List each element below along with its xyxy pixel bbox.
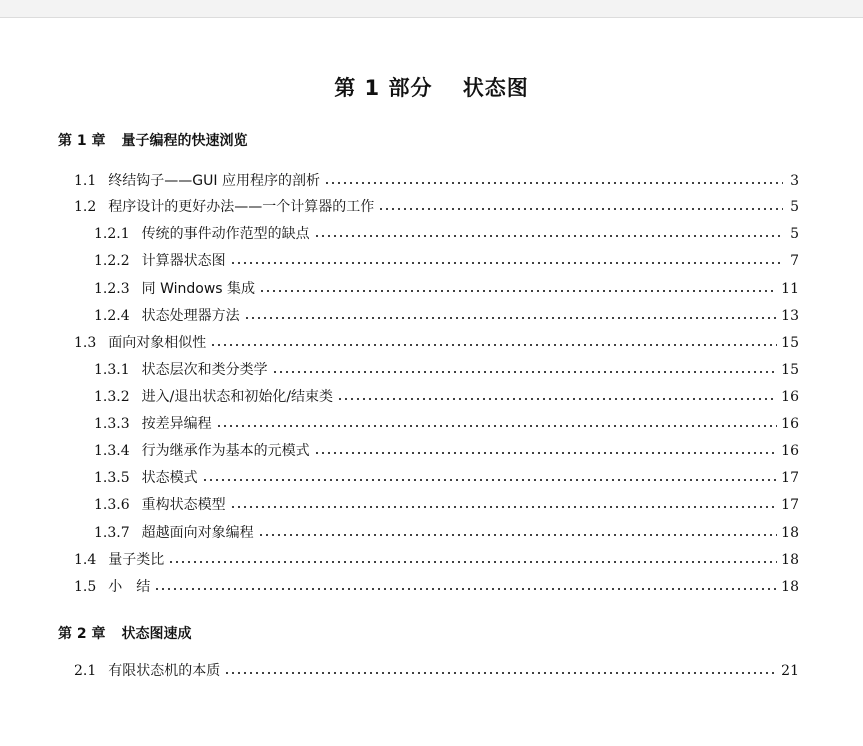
toc-entry[interactable]	[74, 661, 799, 681]
toc-title: 面向对象相似性	[108, 335, 207, 351]
toc-number: 1.4	[74, 552, 97, 568]
toc-entry[interactable]	[94, 251, 799, 271]
toc-number: 1.3.2	[94, 389, 130, 405]
toc-title: 超越面向对象编程	[141, 525, 254, 541]
toc-page: 21	[781, 663, 799, 679]
chapter-title: 状态图速成	[121, 626, 192, 642]
toc-number: 1.1	[74, 173, 97, 189]
toc-page: 5	[790, 226, 799, 242]
toc-title: 量子类比	[108, 552, 165, 568]
dot-leader	[216, 425, 778, 427]
toc-title: 行为继承作为基本的元模式	[141, 443, 310, 459]
toc-entry[interactable]	[74, 550, 799, 570]
toc-page: 18	[781, 552, 799, 568]
chapter-title: 量子编程的快速浏览	[121, 133, 248, 149]
dot-leader	[314, 235, 783, 237]
toc-number: 1.5	[74, 579, 97, 595]
toc-title: 按差异编程	[141, 416, 212, 432]
toc-number: 1.3.7	[94, 525, 130, 541]
toc-number: 1.2.4	[94, 308, 130, 324]
toc-page: 17	[781, 497, 799, 513]
toc-number: 1.3.4	[94, 443, 130, 459]
toc-title: 传统的事件动作范型的缺点	[141, 226, 310, 242]
toc-entry[interactable]	[94, 279, 799, 299]
toc-title: 小 结	[108, 579, 151, 595]
toc-number: 1.3.1	[94, 362, 130, 378]
dot-leader	[258, 534, 778, 536]
toc-entry[interactable]	[94, 387, 799, 407]
toc-page: 18	[781, 525, 799, 541]
toc-entry[interactable]	[94, 495, 799, 515]
chapter-number: 第 1 章	[58, 133, 106, 149]
toc-number: 1.2.3	[94, 281, 130, 297]
toc-number: 1.3.3	[94, 416, 130, 432]
viewer-top-bar	[0, 0, 863, 18]
toc-page: 3	[790, 173, 799, 189]
toc-number: 1.2	[74, 199, 97, 215]
toc-entry[interactable]	[74, 171, 799, 191]
toc-entry[interactable]	[94, 224, 799, 244]
toc-title: 进入/退出状态和初始化/结束类	[141, 389, 334, 405]
dot-leader	[224, 672, 777, 674]
dot-leader	[202, 479, 778, 481]
dot-leader	[314, 452, 778, 454]
toc-entry[interactable]	[74, 577, 799, 597]
toc-entry[interactable]	[94, 441, 799, 461]
toc-title: 重构状态模型	[141, 497, 226, 513]
chapter-heading	[58, 130, 248, 150]
toc-page: 16	[781, 443, 799, 459]
toc-entry[interactable]	[94, 306, 799, 326]
toc-entry[interactable]	[94, 360, 799, 380]
toc-entry[interactable]	[74, 333, 799, 353]
dot-leader	[154, 588, 777, 590]
toc-page: 15	[781, 362, 799, 378]
chapter-number: 第 2 章	[58, 626, 106, 642]
toc-number: 1.2.2	[94, 253, 130, 269]
dot-leader	[324, 182, 783, 184]
toc-page: 15	[781, 335, 799, 351]
toc-page: 13	[781, 308, 799, 324]
toc-title: 程序设计的更好办法——一个计算器的工作	[108, 199, 375, 215]
toc-title: 有限状态机的本质	[108, 663, 221, 679]
toc-entry[interactable]	[94, 414, 799, 434]
toc-title: 状态处理器方法	[141, 308, 240, 324]
toc-page: 5	[790, 199, 799, 215]
dot-leader	[378, 208, 783, 210]
dot-leader	[230, 506, 778, 508]
toc-page: 7	[790, 253, 799, 269]
toc-number: 1.3.5	[94, 470, 130, 486]
dot-leader	[337, 398, 777, 400]
toc-page: 18	[781, 579, 799, 595]
toc-page: 16	[781, 389, 799, 405]
toc-entry[interactable]	[94, 523, 799, 543]
toc-title: 计算器状态图	[141, 253, 226, 269]
chapter-heading	[58, 623, 192, 643]
dot-leader	[272, 371, 778, 373]
toc-title: 同 Windows 集成	[141, 281, 256, 297]
toc-entry[interactable]	[74, 197, 799, 217]
dot-leader	[168, 561, 777, 563]
toc-entry[interactable]	[94, 468, 799, 488]
toc-number: 1.2.1	[94, 226, 130, 242]
toc-number: 1.3	[74, 335, 97, 351]
toc-number: 2.1	[74, 663, 97, 679]
dot-leader	[210, 344, 777, 346]
toc-page: 17	[781, 470, 799, 486]
toc-page: 11	[781, 281, 799, 297]
toc-title: 状态层次和类分类学	[141, 362, 268, 378]
part-title: 第 1 部分 状态图	[334, 76, 529, 100]
dot-leader	[259, 290, 777, 292]
toc-number: 1.3.6	[94, 497, 130, 513]
dot-leader	[230, 262, 783, 264]
toc-page: 16	[781, 416, 799, 432]
toc-title: 状态模式	[141, 470, 198, 486]
toc-title: 终结钩子——GUI 应用程序的剖析	[108, 173, 320, 189]
dot-leader	[244, 317, 778, 319]
